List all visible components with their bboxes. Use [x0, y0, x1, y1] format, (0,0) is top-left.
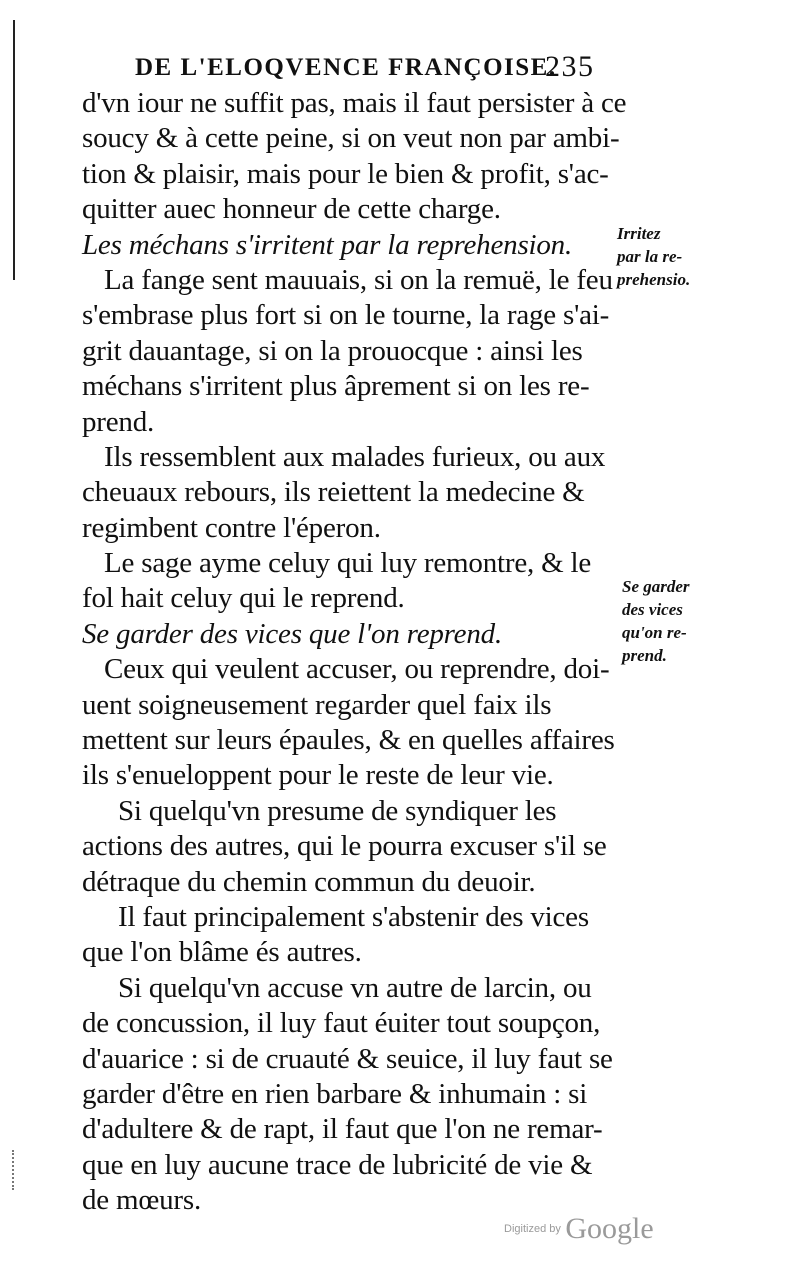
text-line: que l'on blâme és autres. — [82, 936, 362, 969]
text-line: regimbent contre l'éperon. — [82, 511, 381, 544]
text-line: La fange sent mauuais, si on la remuë, le feu — [104, 263, 613, 296]
text-line: actions des autres, qui le pourra excuser s'il se — [82, 830, 607, 863]
text-line: d'vn iour ne suffit pas, mais il faut persister à ce — [82, 87, 627, 119]
text-line: détraque du chemin commun du deuoir. — [82, 865, 536, 898]
text-line: uent soigneusement regarder quel faix ils — [82, 688, 552, 721]
page-gutter-edge — [13, 20, 15, 280]
section-heading: Les méchans s'irritent par la reprehension. — [82, 228, 573, 261]
margin-note-line: par la re- — [617, 247, 683, 266]
margin-note-line: prehensio. — [617, 270, 691, 289]
text-line: tion & plaisir, mais pour le bien & profit, s'ac- — [82, 157, 609, 190]
text-line: Si quelqu'vn accuse vn autre de larcin, ou — [118, 971, 592, 1004]
text-line: mettent sur leurs épaules, & en quelles affaires — [82, 724, 615, 757]
text-line: garder d'être en rien barbare & inhumain : si — [82, 1077, 588, 1110]
text-line: d'adultere & de rapt, il faut que l'on ne remar- — [82, 1113, 603, 1146]
text-line: Il faut principalement s'abstenir des vices — [118, 900, 589, 933]
text-line: d'auarice : si de cruauté & seuice, il luy faut se — [82, 1042, 613, 1075]
margin-note-irritez — [617, 222, 690, 291]
watermark-logo-text: Google — [565, 1212, 654, 1245]
text-line: Ceux qui veulent accuser, ou reprendre, doi- — [104, 653, 610, 686]
google-watermark — [504, 1212, 654, 1246]
text-line: Le sage ayme celuy qui luy remontre, & le — [104, 547, 592, 580]
text-line: fol hait celuy qui le reprend. — [82, 582, 405, 615]
margin-note-line: qu'on re- — [622, 623, 687, 642]
text-line: grit dauantage, si on la prouocque : ainsi les — [82, 334, 583, 367]
section-heading: Se garder des vices que l'on reprend. — [82, 617, 502, 650]
margin-note-line: prend. — [622, 646, 667, 665]
text-line: de mœurs. — [82, 1184, 202, 1217]
text-line: cheuaux rebours, ils reiettent la medecine & — [82, 476, 585, 509]
text-line: Ils ressemblent aux malades furieux, ou aux — [104, 440, 606, 473]
text-line: ils s'enueloppent pour le reste de leur vie. — [82, 759, 554, 792]
text-line: s'embrase plus fort si on le tourne, la rage s'ai- — [82, 299, 610, 332]
text-line: méchans s'irritent plus âprement si on les re- — [82, 370, 590, 403]
margin-note-line: des vices — [622, 600, 683, 619]
text-line: prend. — [82, 405, 155, 438]
watermark-small-text: Digitized by — [504, 1223, 561, 1235]
text-line: soucy & à cette peine, si on veut non par ambi- — [82, 122, 620, 155]
margin-note-line: Se garder — [622, 577, 690, 596]
page-gutter-marks — [12, 1150, 17, 1190]
text-line: Si quelqu'vn presume de syndiquer les — [118, 794, 557, 827]
margin-note-se-garder — [622, 575, 690, 667]
text-line: que en luy aucune trace de lubricité de vie & — [82, 1148, 593, 1181]
page-number: 235 — [545, 50, 595, 83]
text-line: quitter auec honneur de cette charge. — [82, 193, 501, 226]
running-title: DE L'ELOQVENCE FRANÇOISE. — [135, 54, 557, 81]
margin-note-line: Irritez — [617, 224, 661, 243]
text-line: de concussion, il luy faut éuiter tout soupçon, — [82, 1007, 601, 1040]
body-text — [82, 86, 627, 1219]
